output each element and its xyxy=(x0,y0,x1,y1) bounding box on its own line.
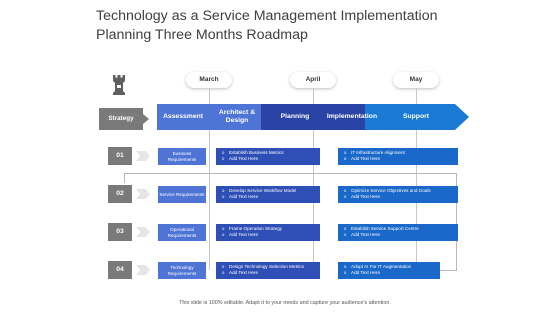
activity-item: o Add Text Here xyxy=(344,270,440,276)
chevron-icon xyxy=(136,227,150,237)
activity-item: o Frame Operation Strategy xyxy=(222,226,320,232)
footer-note: This slide is 100% editable. Adapt it to your needs and capture your audience's attention. xyxy=(179,300,391,306)
row-number: 03 xyxy=(108,223,132,241)
page-title: Technology as a Service Management Implementation Planning Three Months Roadmap xyxy=(96,8,438,43)
activity-item: o Design Technology Selection Metrics xyxy=(222,264,320,270)
requirement-box: Operational Requirements xyxy=(158,224,206,241)
chevron-icon xyxy=(136,265,150,275)
activity-item: o Adopt AI For IT Augmentation xyxy=(344,264,440,270)
requirement-box: Technology Requirements xyxy=(158,262,206,279)
activity-box-support xyxy=(338,262,440,279)
month-april: April xyxy=(290,72,336,88)
activity-box-planning xyxy=(216,186,320,203)
activity-item: o Add Text Here xyxy=(222,156,320,162)
activity-item: o Add Text Here xyxy=(344,156,458,162)
row-number: 01 xyxy=(108,147,132,165)
activity-item: o Add Text Here xyxy=(222,232,320,238)
month-march: March xyxy=(186,72,232,88)
phase-planning: Planning xyxy=(280,113,310,120)
activity-item: o Optimize Service Objectives and Goals xyxy=(344,188,458,194)
activity-item: o Establish Business Metrics xyxy=(222,150,320,156)
activity-box-planning xyxy=(216,148,320,165)
strategy-label: Strategy xyxy=(99,108,143,130)
activity-box-support xyxy=(338,148,458,165)
chess-rook-icon xyxy=(111,74,127,98)
activity-box-support xyxy=(338,186,458,203)
row-number: 04 xyxy=(108,261,132,279)
phase-assessment: Assessment xyxy=(162,113,204,120)
chevron-icon xyxy=(136,151,150,161)
activity-item: o Add Text Here xyxy=(344,194,458,200)
row-number: 02 xyxy=(108,185,132,203)
activity-item: o Develop Service Workflow Model xyxy=(222,188,320,194)
requirement-box: Business Requirements xyxy=(158,148,206,165)
connector-line xyxy=(124,173,457,174)
activity-box-support xyxy=(338,224,458,241)
activity-item: o IT Infrastructure Alignment xyxy=(344,150,458,156)
phase-support: Support xyxy=(402,113,430,120)
phase-implementation: Implementation xyxy=(326,113,378,120)
phase-architect-design: Architect & Design xyxy=(218,109,256,124)
activity-box-planning xyxy=(216,224,320,241)
month-may: May xyxy=(393,72,439,88)
activity-item: o Establish Service Support Centre xyxy=(344,226,458,232)
activity-item: o Add Text Here xyxy=(222,194,320,200)
chevron-icon xyxy=(136,189,150,199)
activity-box-planning xyxy=(216,262,320,279)
requirement-box: Service Requirements xyxy=(158,186,206,203)
connector-line xyxy=(124,173,125,183)
activity-item: o Add Text Here xyxy=(222,270,320,276)
connector-line xyxy=(440,270,457,271)
activity-item: o Add Text Here xyxy=(344,232,458,238)
